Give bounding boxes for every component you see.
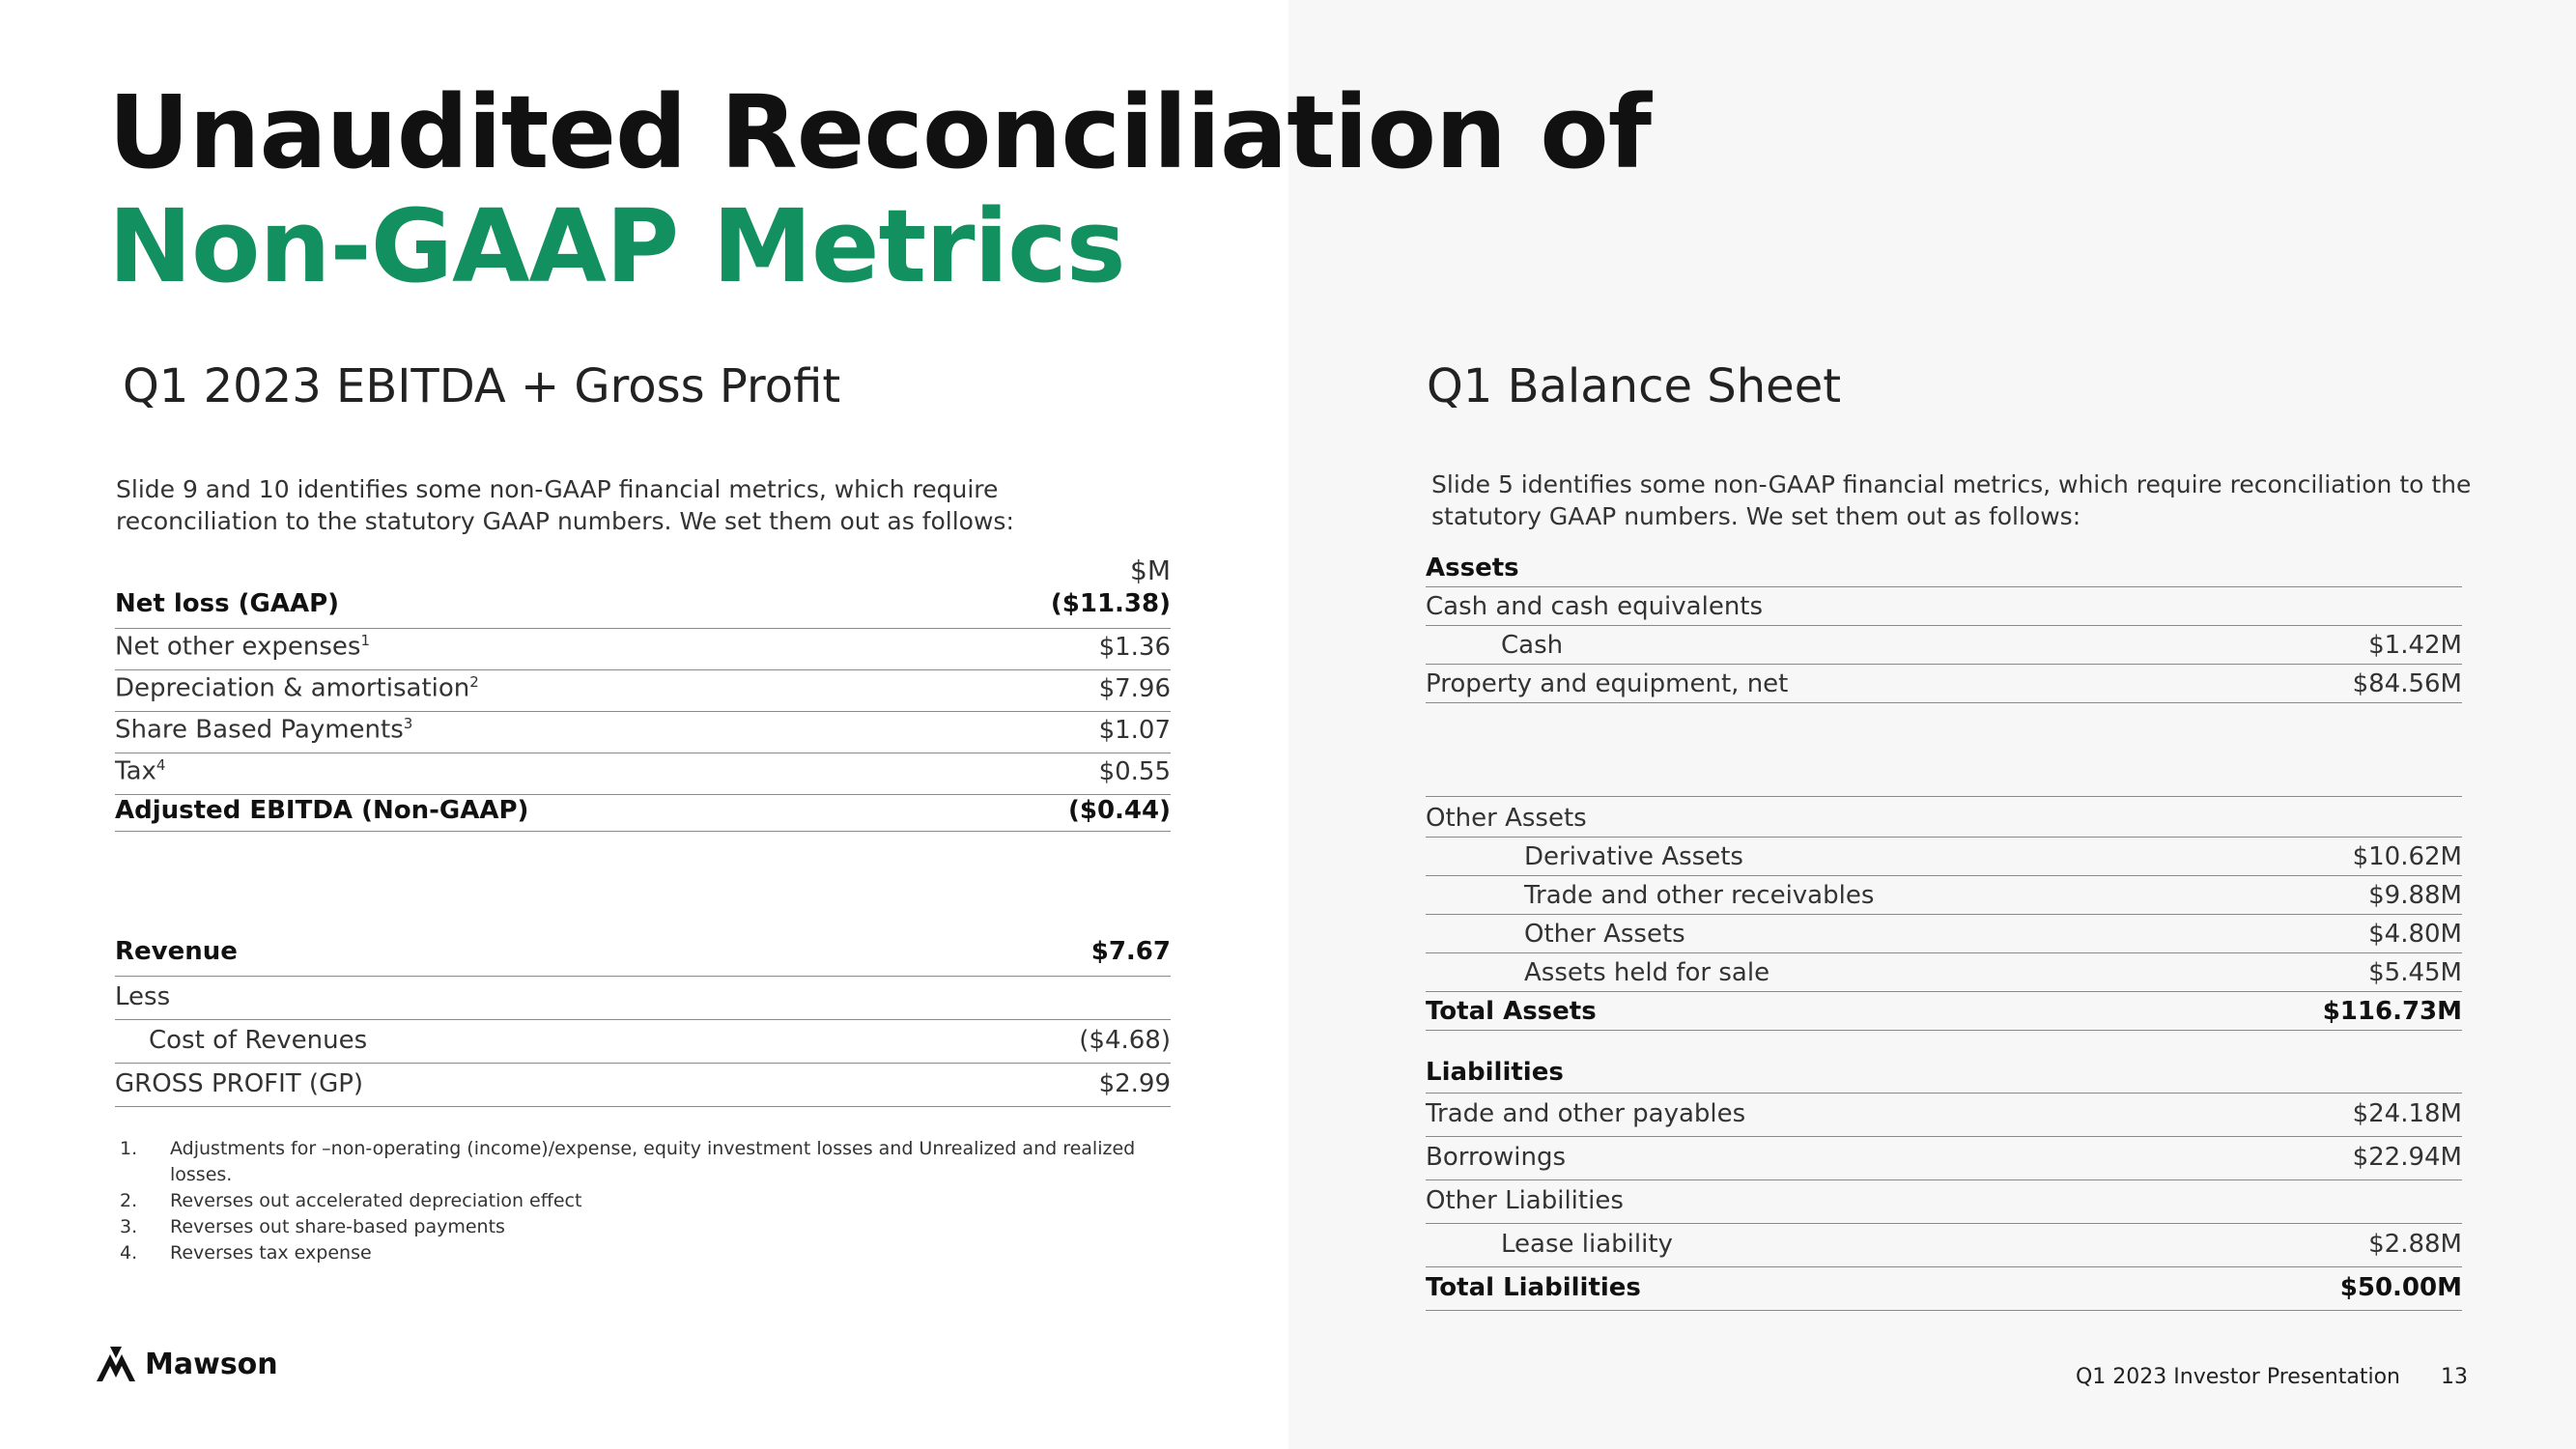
table-row (1426, 876, 2462, 915)
row-value: $84.56M (2352, 669, 2462, 698)
row-label: Assets held for sale (1524, 958, 1770, 987)
footnote-marker: 3 (403, 715, 413, 733)
table-row (115, 932, 1171, 977)
row-label: Cost of Revenues (149, 1026, 368, 1055)
row-label: Trade and other payables (1426, 1099, 1746, 1128)
row-value: $7.96 (1098, 674, 1171, 703)
row-value: $2.99 (1098, 1069, 1171, 1098)
table-row (115, 629, 1171, 670)
footnote-marker: 1 (360, 632, 370, 650)
row-label: Cash (1501, 631, 1564, 660)
row-value: $10.62M (2352, 842, 2462, 871)
row-value: ($0.44) (1067, 796, 1171, 825)
row-value: $24.18M (2352, 1099, 2462, 1128)
footnote-text: Reverses tax expense (170, 1242, 372, 1264)
row-label: Derivative Assets (1524, 842, 1743, 871)
row-value: $7.67 (1090, 937, 1171, 966)
brand-name: Mawson (145, 1347, 278, 1381)
balance-sheet-heading: Q1 Balance Sheet (1427, 359, 1842, 413)
row-label: Revenue (115, 937, 238, 966)
row-value: $1.07 (1098, 716, 1171, 745)
footnote (120, 1188, 1163, 1214)
table-row (115, 753, 1171, 795)
row-value: $22.94M (2352, 1143, 2462, 1172)
row-label: Total Liabilities (1426, 1273, 1641, 1302)
footnote-number: 4. (120, 1242, 138, 1264)
title-line-2: Non-GAAP Metrics (108, 187, 1125, 305)
table-row (1426, 1137, 2462, 1180)
row-label: Depreciation & amortisation (115, 674, 470, 703)
table-row (115, 670, 1171, 712)
row-label: Trade and other receivables (1524, 881, 1875, 910)
footnote-number: 2. (120, 1190, 138, 1211)
row-label: Tax (115, 757, 156, 786)
footnote-number: 1. (120, 1138, 138, 1159)
row-label: Cash and cash equivalents (1426, 592, 1764, 621)
row-label: GROSS PROFIT (GP) (115, 1069, 364, 1098)
mawson-mountain-icon (95, 1345, 137, 1383)
table-row (115, 977, 1171, 1020)
row-label: Property and equipment, net (1426, 669, 1789, 698)
row-label: Lease liability (1501, 1230, 1673, 1259)
footnote-text: Adjustments for –non-operating (income)/expense, equity investment losses and Unrealized and realized losses. (170, 1138, 1136, 1185)
page-number: 13 (2441, 1365, 2468, 1389)
table-row (1426, 1094, 2462, 1137)
footnote-text: Reverses out share-based payments (170, 1216, 505, 1237)
unit-label: $M (1130, 554, 1171, 586)
row-value: $50.00M (2339, 1273, 2462, 1302)
table-row (115, 795, 1171, 832)
row-label: Adjusted EBITDA (Non-GAAP) (115, 796, 529, 825)
footnote-number: 3. (120, 1216, 138, 1237)
footnote (120, 1240, 1163, 1266)
row-label: Net loss (GAAP) (115, 589, 340, 618)
ebitda-heading: Q1 2023 EBITDA + Gross Profit (123, 359, 841, 413)
gross-profit-table (115, 932, 1171, 1107)
table-row (1426, 838, 2462, 876)
table-row (115, 712, 1171, 753)
section-heading-liabilities: Liabilities (1426, 1031, 2462, 1094)
table-row (1426, 1180, 2462, 1224)
row-value: $2.88M (2368, 1230, 2462, 1259)
row-value: $5.45M (2368, 958, 2462, 987)
footnote-text: Reverses out accelerated depreciation effect (170, 1190, 582, 1211)
title-line-1: Unaudited Reconciliation of (108, 73, 1651, 191)
spacer-row (1426, 703, 2462, 797)
balance-sheet-intro: Slide 5 identifies some non-GAAP financial metrics, which require reconciliation to the statutory GAAP numbers. We set them out as follows: (1431, 470, 2472, 530)
row-value: ($11.38) (1050, 589, 1171, 618)
presentation-name: Q1 2023 Investor Presentation (2075, 1365, 2400, 1389)
row-label: Net other expenses (115, 633, 361, 662)
balance-sheet-table (1426, 549, 2462, 1311)
footnote-marker: 2 (469, 673, 479, 692)
table-row (115, 585, 1171, 629)
page-title (108, 75, 1651, 303)
row-value: $1.36 (1098, 633, 1171, 662)
row-label: Other Liabilities (1426, 1186, 1624, 1215)
table-row (1426, 587, 2462, 626)
row-value: $9.88M (2368, 881, 2462, 910)
section-heading-other-assets: Other Assets (1426, 797, 2462, 838)
total-assets-row (1426, 992, 2462, 1031)
table-row (115, 1064, 1171, 1107)
row-label: Share Based Payments (115, 716, 404, 745)
table-row (115, 1020, 1171, 1064)
table-row (1426, 915, 2462, 953)
table-row (1426, 1224, 2462, 1267)
row-value: ($4.68) (1079, 1026, 1171, 1055)
footnotes (120, 1136, 1163, 1266)
footnote (120, 1136, 1163, 1188)
section-heading-assets: Assets (1426, 549, 2462, 587)
row-label: Total Assets (1426, 997, 1597, 1026)
row-value: $116.73M (2322, 997, 2462, 1026)
footer-info (2076, 1365, 2468, 1389)
footnote-marker: 4 (156, 756, 166, 775)
ebitda-table (115, 556, 1171, 832)
footnote (120, 1214, 1163, 1240)
row-label: Other Assets (1524, 920, 1685, 949)
row-value: $0.55 (1098, 757, 1171, 786)
row-value: $1.42M (2368, 631, 2462, 660)
row-label: Borrowings (1426, 1143, 1567, 1172)
brand-logo (95, 1345, 278, 1383)
table-row (1426, 665, 2462, 703)
row-value: $4.80M (2368, 920, 2462, 949)
row-label: Less (115, 982, 171, 1011)
table-row (1426, 953, 2462, 992)
total-liabilities-row (1426, 1267, 2462, 1311)
table-row (1426, 626, 2462, 665)
ebitda-intro: Slide 9 and 10 identifies some non-GAAP financial metrics, which require reconciliation to the statutory GAAP numbers. We set them out as follows: (116, 475, 1014, 535)
